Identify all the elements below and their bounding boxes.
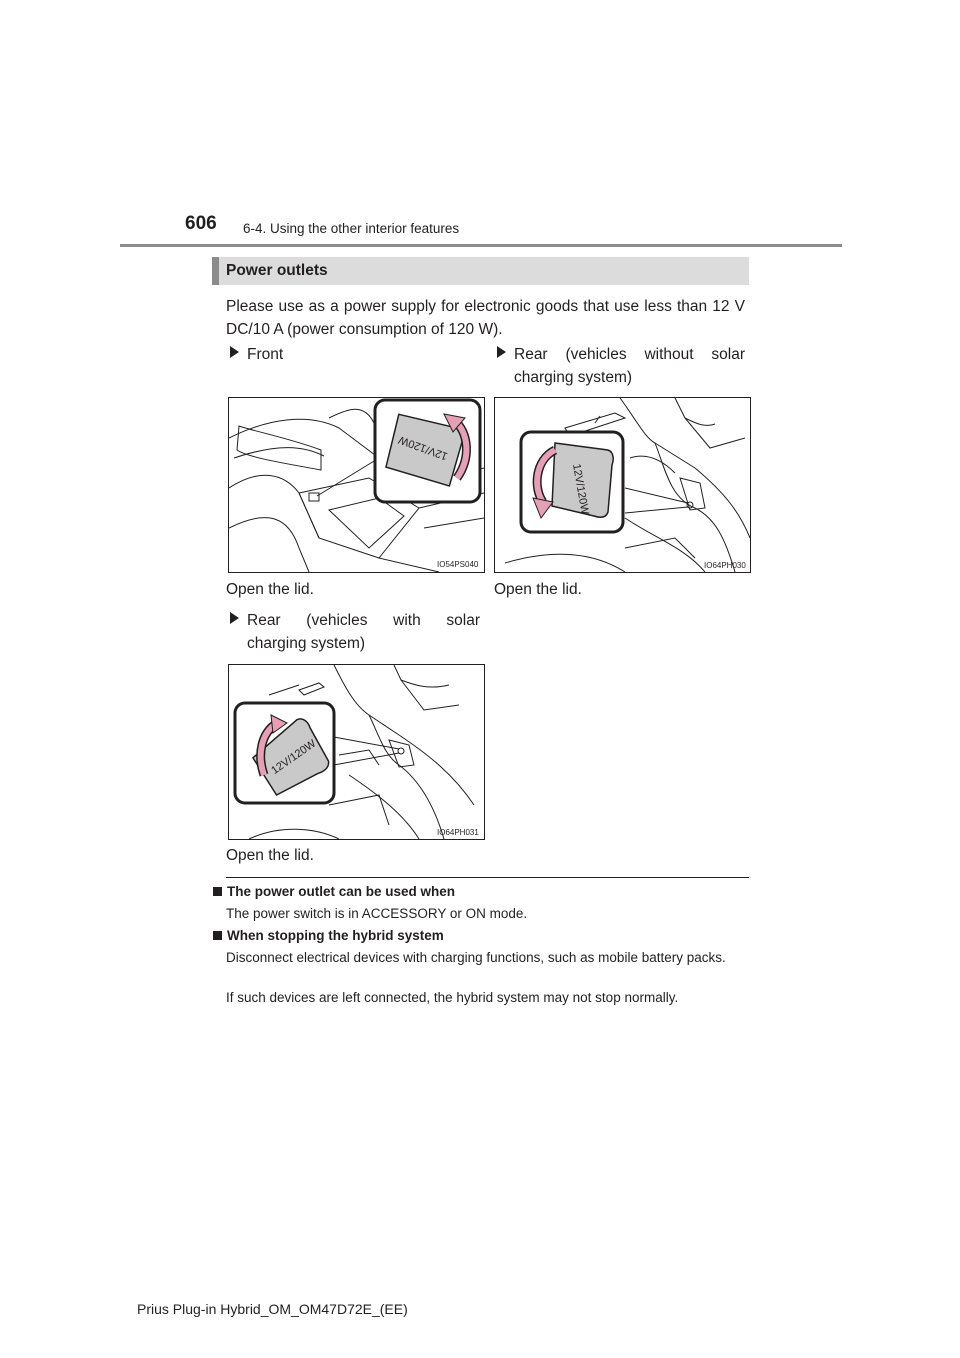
bullet-rear-without-solar-label-2: charging system) [514,369,633,386]
footer-document-id: Prius Plug-in Hybrid_OM_OM47D72E_(EE) [137,1301,408,1317]
bullet-rear-without-solar-label-1: Rear (vehicles without solar [514,346,745,363]
bullet-rear-with-solar-label-2: charging system) [247,635,366,652]
rear-without-solar-image-code: IO64PH030 [704,561,746,570]
note-square-icon [213,931,222,940]
note-heading-stopping [213,928,444,943]
front-caption: Open the lid. [226,581,314,598]
note-stopping-text-2: If such devices are left connected, the hybrid system may not stop normally. [226,990,679,1005]
note-stopping-text-1: Disconnect electrical devices with charging functions, such as mobile battery packs. [226,950,726,965]
rear-solar-console-illustration [229,665,484,839]
rear-without-solar-lid-label: 12V/120W [570,462,591,516]
header-divider [120,244,842,247]
bullet-arrow-icon [230,612,239,624]
note-square-icon [213,887,222,896]
note-heading-usage [213,884,455,899]
rear-with-solar-caption: Open the lid. [226,847,314,864]
bullet-arrow-icon [497,346,506,358]
title-accent [212,257,219,285]
bullet-front [230,343,283,366]
section-title: Power outlets [226,262,328,279]
front-image-code: IO54PS040 [437,560,479,569]
figure-rear-without-solar-outlet [494,397,751,573]
page-number: 606 [185,213,217,234]
bullet-front-label: Front [247,346,284,363]
figure-front-outlet [228,397,485,573]
bullet-rear-with-solar-label-1: Rear (vehicles with solar [247,612,480,629]
note-usage-text: The power switch is in ACCESSORY or ON mode. [226,906,528,921]
front-console-illustration [229,398,484,572]
rear-with-solar-image-code: IO64PH031 [437,828,479,837]
front-lid-label: 12V/120W [397,433,450,463]
note-heading-usage-text: The power outlet can be used when [227,884,456,899]
bullet-rear-with-solar [230,609,480,655]
rear-with-solar-lid-label: 12V/120W [269,737,319,777]
figure-rear-with-solar-outlet [228,664,485,840]
rear-console-illustration [495,398,750,572]
bullet-rear-without-solar [497,343,745,389]
notes-divider [226,877,749,878]
rear-without-solar-caption: Open the lid. [494,581,582,598]
intro-paragraph: Please use as a power supply for electronic goods that use less than 12 V DC/10 A (power consumption of 120 W). [226,298,745,338]
note-heading-stopping-text: When stopping the hybrid system [227,928,444,943]
bullet-arrow-icon [230,346,239,358]
section-title-bar [212,257,749,285]
section-header: 6-4. Using the other interior features [243,221,460,236]
